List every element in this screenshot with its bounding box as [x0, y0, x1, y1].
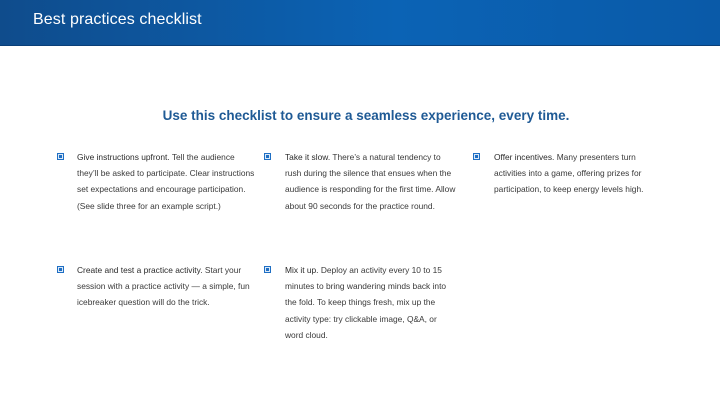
checklist-item: [494, 149, 664, 198]
checklist-item: [285, 262, 457, 343]
checklist-item-lead: Give instructions upfront.: [77, 152, 170, 162]
checkbox-bullet-icon: [57, 266, 64, 273]
checklist-item-lead: Offer incentives.: [494, 152, 555, 162]
checklist-item-text: Tell the audience they’ll be asked to participate. Clear instructions set expectations and encourage participation. (See slide three for an example script.): [77, 152, 255, 211]
checkbox-bullet-icon: [57, 153, 64, 160]
checklist-item-lead: Create and test a practice activity.: [77, 265, 203, 275]
checklist-item-text: Deploy an activity every 10 to 15 minutes to bring wandering minds back into the fold. To keep things fresh, mix up the activity type: try clickable image, Q&A, or word cloud.: [285, 265, 447, 340]
checkbox-bullet-icon: [264, 153, 271, 160]
page-title: Best practices checklist: [33, 11, 202, 28]
checklist-item-lead: Take it slow.: [285, 152, 331, 162]
checklist-item: [285, 149, 457, 214]
checklist-item: [77, 149, 257, 214]
checklist-item-text: There’s a natural tendency to rush during the silence that ensues when the audience is responding for the first time. Allow about 90 seconds for the practice round.: [285, 152, 456, 211]
checklist-subtitle: Use this checklist to ensure a seamless experience, every time.: [162, 108, 570, 123]
checklist-item-text: Many presenters turn activities into a game, offering prizes for participation, to keep energy levels high.: [494, 152, 644, 195]
checklist-item-lead: Mix it up.: [285, 265, 319, 275]
checkbox-bullet-icon: [264, 266, 271, 273]
checkbox-bullet-icon: [473, 153, 480, 160]
title-bar: [0, 0, 720, 46]
checklist-item: [77, 262, 253, 311]
checklist-item-text: Start your session with a practice activity — a simple, fun icebreaker question will do the trick.: [77, 265, 250, 308]
